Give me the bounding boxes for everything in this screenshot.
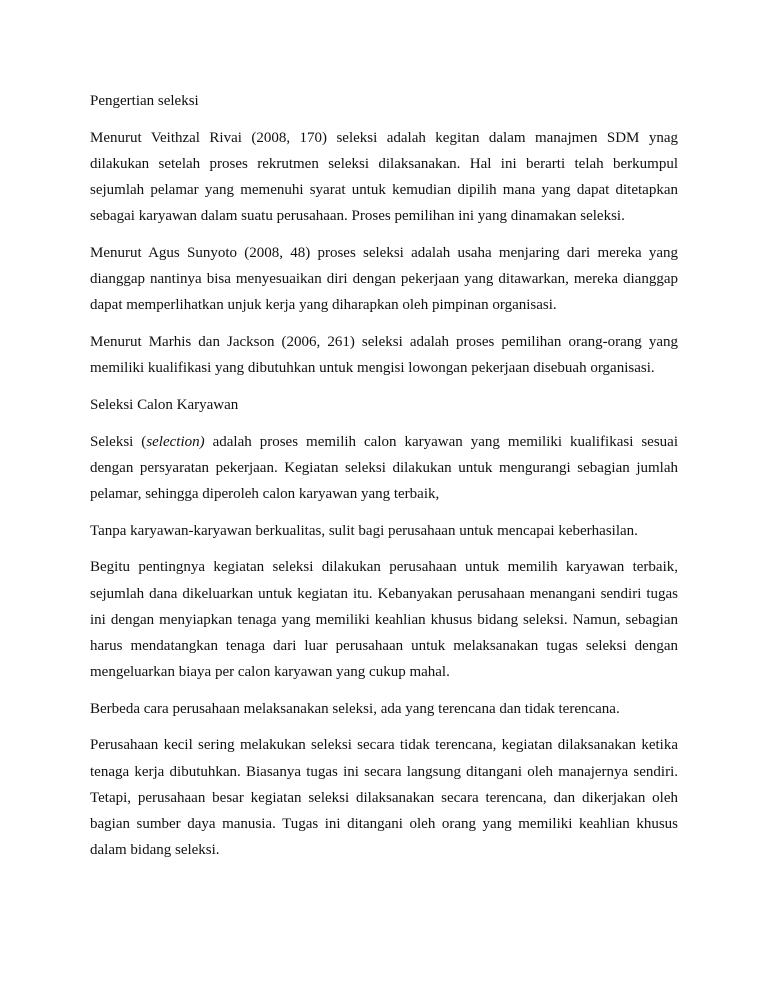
paragraph <box>90 696 678 722</box>
heading <box>90 88 678 114</box>
paragraph <box>90 125 678 230</box>
text-line: sejumlah pelamar yang memenuhi syarat untuk kemudian dipilih mana yang dapat ditetapkan <box>90 182 678 199</box>
paragraph <box>90 518 678 544</box>
text-line: dengan persyaratan pekerjaan. Kegiatan seleksi dilakukan untuk mengurangi sebagian jumlah <box>90 459 678 476</box>
text-line <box>90 429 678 455</box>
text-line: Seleksi Calon Karyawan <box>90 396 239 413</box>
text-line: Begitu pentingnya kegiatan seleksi dilakukan perusahaan untuk memilih karyawan terbaik, <box>90 559 678 576</box>
heading <box>90 392 678 418</box>
document-page <box>90 88 678 874</box>
paragraph <box>90 732 678 863</box>
text-line: Perusahaan kecil sering melakukan seleksi secara tidak terencana, kegiatan dilaksanakan ketika <box>90 737 678 754</box>
text-line: mengeluarkan biaya per calon karyawan yang cukup mahal. <box>90 664 450 681</box>
text-line: Pengertian seleksi <box>90 93 199 109</box>
text-segment: adalah proses memilih calon karyawan yang memiliki kualifikasi sesuai <box>204 433 678 450</box>
paragraph <box>90 329 678 381</box>
text-line: Menurut Veithzal Rivai (2008, 170) seleksi adalah kegitan dalam manajmen SDM ynag <box>90 129 678 146</box>
text-line: bagian sumber daya manusia. Tugas ini ditangani oleh orang yang memiliki keahlian khusus <box>90 816 678 832</box>
italic-term: selection) <box>146 433 205 450</box>
text-segment: Seleksi ( <box>90 433 147 450</box>
paragraph <box>90 429 678 508</box>
text-line: sebagai karyawan dalam suatu perusahaan. Proses pemilihan ini yang dinamakan seleksi. <box>90 208 625 225</box>
text-line: dilakukan setelah proses rekrutmen seleksi dilaksanakan. Hal ini berarti telah berkumpul <box>90 155 678 172</box>
text-line: Tanpa karyawan-karyawan berkualitas, sulit bagi perusahaan untuk mencapai keberhasilan. <box>90 522 638 539</box>
text-line: harus mendatangkan tenaga dari luar perusahaan untuk melaksanakan tugas seleksi dengan <box>90 637 678 654</box>
paragraph <box>90 554 678 685</box>
text-line: dalam bidang seleksi. <box>90 842 220 859</box>
text-line: sejumlah dana dikeluarkan untuk kegiatan itu. Kebanyakan perusahaan menangani sendiri tugas <box>90 585 678 602</box>
text-line: memiliki kualifikasi yang dibutuhkan untuk mengisi lowongan pekerjaan disebuah organisasi. <box>90 360 655 377</box>
paragraph <box>90 240 678 319</box>
text-line: dapat memperlihatkan unjuk kerja yang diharapkan oleh pimpinan organisasi. <box>90 297 557 314</box>
text-line: Berbeda cara perusahaan melaksanakan seleksi, ada yang terencana dan tidak terencana. <box>90 700 620 717</box>
text-line: ini dengan menyiapkan tenaga yang memiliki keahlian khusus bidang seleksi. Namun, sebagian <box>90 611 678 628</box>
text-line: tenaga kerja dibutuhkan. Biasanya tugas ini secara langsung ditangani oleh manajernya sendiri. <box>90 763 678 780</box>
text-line: pelamar, sehingga diperoleh calon karyawan yang terbaik, <box>90 485 440 502</box>
text-line: Tetapi, perusahaan besar kegiatan seleksi dilaksanakan secara terencana, dan dikerjakan oleh <box>90 789 678 806</box>
text-line: dianggap nantinya bisa menyesuaikan diri dengan pekerjaan yang ditawarkan, mereka dianggap <box>90 271 678 288</box>
text-line: Menurut Agus Sunyoto (2008, 48) proses seleksi adalah usaha menjaring dari mereka yang <box>90 244 678 261</box>
text-line: Menurut Marhis dan Jackson (2006, 261) seleksi adalah proses pemilihan orang-orang yang <box>90 334 678 350</box>
